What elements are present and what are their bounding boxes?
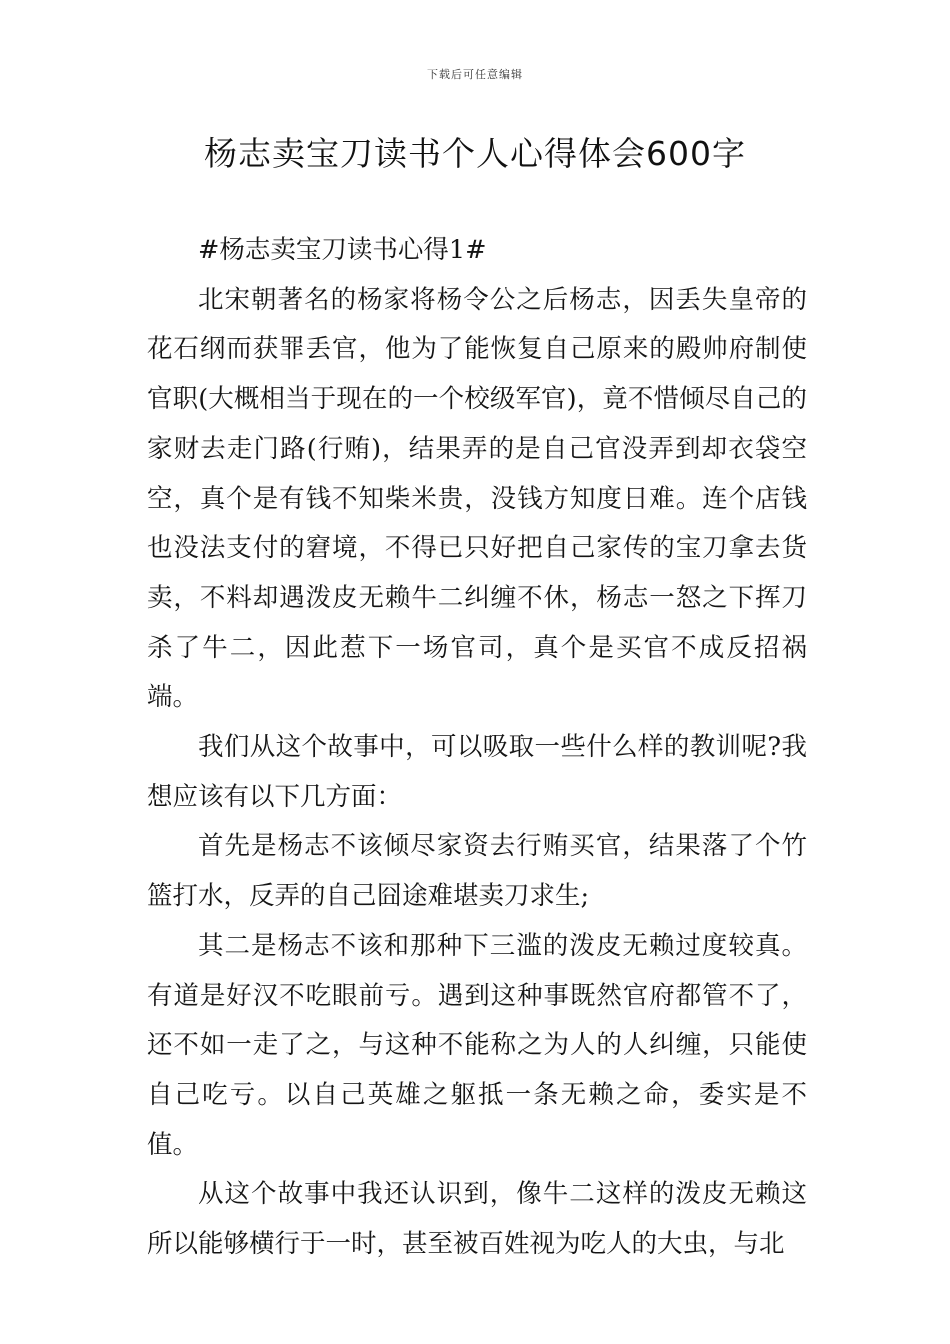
document-body [147, 226, 807, 1270]
paragraph: 北宋朝著名的杨家将杨令公之后杨志，因丢失皇帝的花石纲而获罪丢官，他为了能恢复自己原来的殿帅府制使官职(大概相当于现在的一个校级军官)，竟不惜倾尽自己的家财去走门路(行贿)，结果弄的是自己官没弄到却衣袋空空，真个是有钱不知柴米贵，没钱方知度日难。连个店钱也没法支付的窘境，不得已只好把自己家传的宝刀拿去货卖，不料却遇泼皮无赖牛二纠缠不休，杨志一怒之下挥刀杀了牛二，因此惹下一场官司，真个是买官不成反招祸端。 [147, 284, 807, 713]
paragraph: 从这个故事中我还认识到，像牛二这样的泼皮无赖这所以能够横行于一时，甚至被百姓视为吃人的大虫，与北 [147, 1179, 807, 1260]
paragraph: 我们从这个故事中，可以吸取一些什么样的教训呢?我想应该有以下几方面： [147, 732, 807, 812]
header-note: 下载后可任意编辑 [427, 68, 523, 81]
document-title: 杨志卖宝刀读书个人心得体会600字 [204, 134, 746, 173]
paragraph: 首先是杨志不该倾尽家资去行贿买官，结果落了个竹篮打水，反弄的自己囧途难堪卖刀求生; [147, 831, 807, 912]
paragraph: 其二是杨志不该和那种下三滥的泼皮无赖过度较真。有道是好汉不吃眼前亏。遇到这种事既然官府都管不了，还不如一走了之，与这种不能称之为人的人纠缠，只能使自己吃亏。以自己英雄之躯抵一条无赖之命，委实是不值。 [147, 930, 807, 1160]
paragraph-section-heading: #杨志卖宝刀读书心得1# [198, 235, 487, 265]
